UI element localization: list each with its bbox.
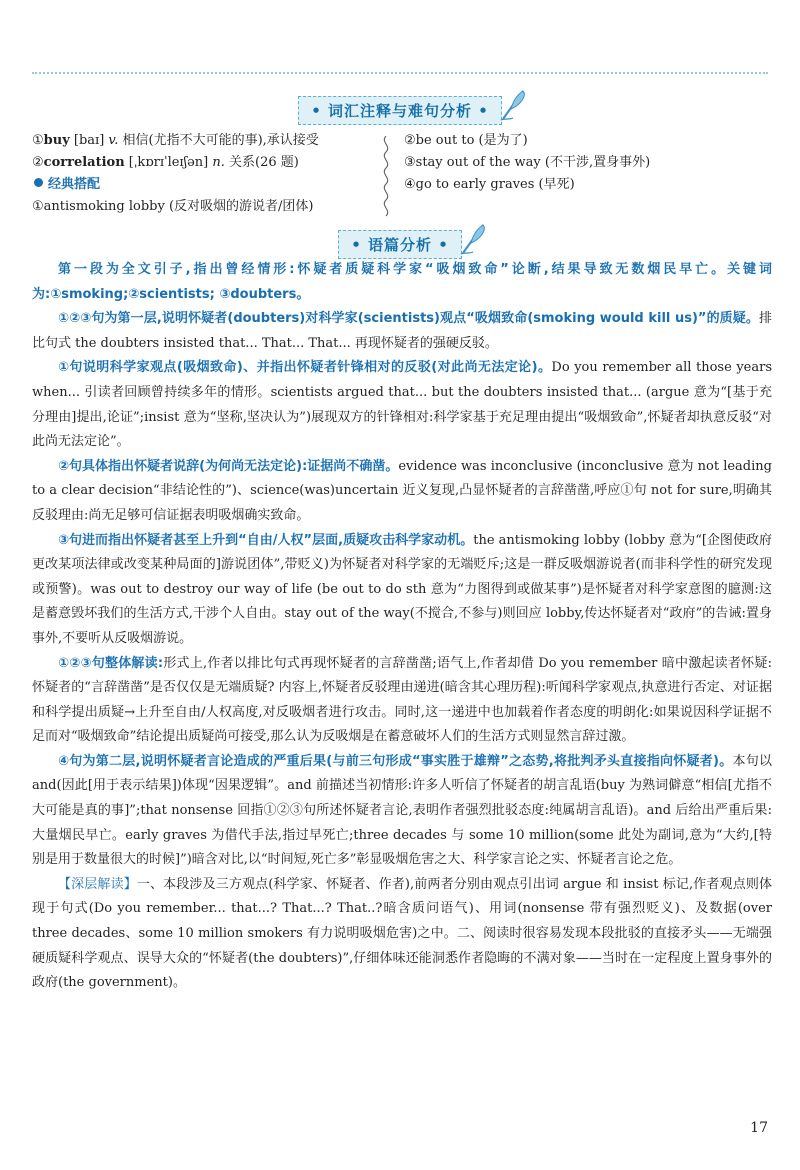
discourse-banner-title: • 语篇分析 •: [351, 236, 449, 254]
quill-icon: [459, 221, 489, 255]
vocab-right-column: [404, 130, 764, 196]
paragraph: ①②③句为第一层,说明怀疑者(doubters)对科学家(scientists)观点“吸烟致命(smoking would kill us)”的质疑。排比句式 the doubters insisted that... That... That... 再现怀疑者的强硬反驳。: [32, 311, 772, 351]
deep-reading: 【深层解读】一、本段涉及三方观点(科学家、怀疑者、作者),前两者分别由观点引出词 argue 和 insist 标记,作者观点则体现于句式(Do you remember... that...? That...? That..?暗含质问语气)、用词(nonsense 带有强烈贬义)、及数据(over three decades、some 10 million smokers 有力说明吸烟危害)之中。二、阅读时很容易发现本段批驳的直接矛头——无端强硬质疑科学观点、误导大众的“怀疑者(the doubters)”,仔细体味还能洞悉作者隐晦的不满对象——当时在一定程度上置身事外的政府(the government)。: [32, 876, 772, 991]
collocation-item: ②be out to (是为了): [404, 133, 528, 148]
vocab-item-correlation: ②correlation [ˌkɒrɪˈleɪʃən] n. 关系(26 题): [32, 155, 299, 170]
collocation-item: ①antismoking lobby (反对吸烟的游说者/团体): [32, 199, 314, 214]
discourse-analysis: [32, 258, 772, 996]
vocab-banner-title: • 词汇注释与难句分析 •: [311, 102, 489, 120]
page-number: 17: [750, 1120, 768, 1136]
vocab-item-buy: ①buy [baɪ] v. 相信(尤指不大可能的事),承认接受: [32, 133, 319, 148]
paragraph: ③句进而指出怀疑者甚至上升到“自由/人权”层面,质疑攻击科学家动机。the antismoking lobby (lobby 意为“[企图使政府更改某项法律或改变某种局面的]游说团体”,带贬义)为怀疑者对科学家的无端贬斥;这是一群反吸烟游说者(而非科学性的研究发现或预警)。was out to destroy our way of life (be out to do sth 意为“力图得到或做某事”)是怀疑者对科学家意图的臆测:这是蓄意毁坏我们的生活方式,干涉个人自由。stay out of the way(不搅合,不参与)则回应 lobby,传达怀疑者对“政府”的告诫:置身事外,不要听从反吸烟游说。: [32, 532, 772, 646]
quill-icon: [499, 87, 529, 121]
collocation-item: ④go to early graves (早死): [404, 177, 575, 192]
paragraph: ①句说明科学家观点(吸烟致命)、并指出怀疑者针锋相对的反驳(对此尚无法定论)。Do you remember all those years when... 引读者回顾曾持续多年的情形。scientists argued that... but the doubters insisted that... (argue 意为“[基于充分理由]提出,论证”;insist 意为“坚称,坚决认为”)展现双方的针锋相对:科学家基于充足理由提出“吸烟致命”,怀疑者却执意反驳“对此尚无法定论”。: [32, 360, 773, 450]
bullet-dot-icon: [34, 178, 43, 187]
paragraph: 第一段为全文引子,指出曾经情形:怀疑者质疑科学家“吸烟致命”论断,结果导致无数烟民早亡。关键词为:①smoking;②scientists; ③doubters。: [32, 262, 772, 302]
vocab-banner: [0, 96, 800, 125]
paragraph: ④句为第二层,说明怀疑者言论造成的严重后果(与前三句形成“事实胜于雄辩”之态势,将批判矛头直接指向怀疑者)。本句以 and(因此[用于表示结果])体现“因果逻辑”。and 前描述当初情形:许多人听信了怀疑者的胡言乱语(buy 为熟词僻意“相信[尤指不大可能是真的事]”;that nonsense 回指①②③句所述怀疑者言论,表明作者强烈批驳态度:纯属胡言乱语)。and 后给出严重后果:大量烟民早亡。early graves 为借代手法,指过早死亡;three decades 与 some 10 million(some 此处为副词,意为“大约,[特别是用于数量很大的时候]”)暗含对比,以“时间短,死亡多”彰显吸烟危害之大、科学家言论之实、怀疑者言论之危。: [32, 753, 772, 868]
collocation-item: ③stay out of the way (不干涉,置身事外): [404, 155, 651, 170]
paragraph: ①②③句整体解读:形式上,作者以排比句式再现怀疑者的言辞凿凿;语气上,作者却借 Do you remember 暗中激起读者怀疑:怀疑者的“言辞凿凿”是否仅仅是无端质疑? 内容上,怀疑者反驳理由递进(暗含其心理历程):听闻科学家观点,执意进行否定、对证据和科学提出质疑→上升至自由/人权高度,对反吸烟者进行攻击。同时,这一递进中也加载着作者态度的明朗化:如果说因科学证据不足而对“吸烟致命”结论提出质疑尚可接受,那么认为反吸烟是在蓄意破坏人们的生活方式则显然言辞过激。: [32, 655, 772, 745]
collocation-heading: 经典搭配: [32, 174, 392, 196]
discourse-banner: [0, 230, 800, 259]
divider-squiggle-icon: [380, 136, 392, 220]
vocab-left-column: [32, 130, 392, 218]
paragraph: ②句具体指出怀疑者说辞(为何尚无法定论):证据尚不确凿。evidence was inconclusive (inconclusive 意为 not leading to a clear decision“非结论性的”)、science(was)uncertain 近义复现,凸显怀疑者的言辞凿凿,呼应①句 not for sure,明确其反驳理由:尚无足够可信证据表明吸烟确实致命。: [32, 458, 772, 523]
top-dotted-rule: [32, 72, 768, 74]
